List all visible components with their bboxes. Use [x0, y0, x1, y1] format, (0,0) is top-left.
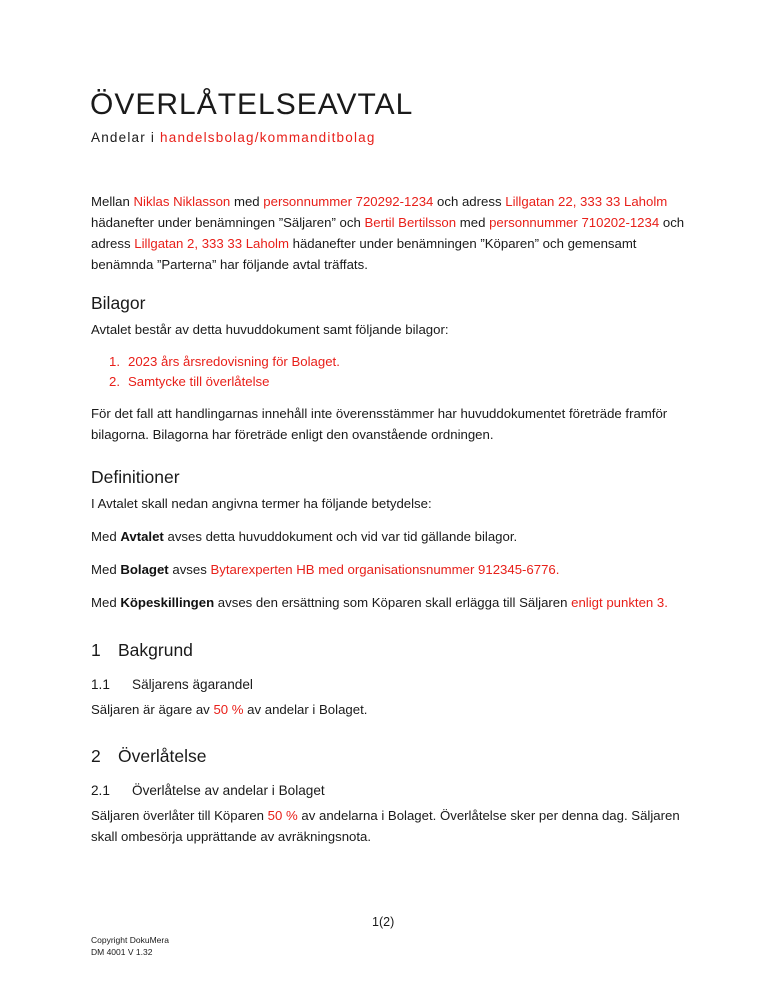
annexes-intro: Avtalet består av detta huvuddokument samt följande bilagor:: [91, 322, 449, 337]
intro-text: hädanefter under benämningen ”Köparen” och gemensamt benämnda ”Parterna” har följande avtal träffats.: [91, 236, 637, 272]
definition-prefix: Med: [91, 562, 117, 577]
section-1-1-heading: [91, 677, 253, 692]
subsection-number: 2.1: [91, 783, 110, 798]
section-number: 2: [91, 746, 101, 766]
annex-text: 2023 års årsredovisning för Bolaget.: [128, 354, 340, 369]
definition-term: Bolaget: [120, 562, 169, 577]
buyer-address: Lillgatan 2, 333 33 Laholm: [134, 236, 289, 251]
seller-personal-number: personnummer 720292-1234: [263, 194, 434, 209]
section-reference: enligt punkten 3.: [571, 595, 668, 610]
annex-list: [109, 352, 340, 392]
definition-prefix: Med: [91, 529, 117, 544]
company-details: Bytarexperten HB med organisationsnummer 912345-6776.: [210, 562, 560, 577]
document-subtitle: [91, 130, 376, 145]
annex-text: Samtycke till överlåtelse: [128, 374, 270, 389]
definitions-heading: Definitioner: [91, 467, 180, 487]
seller-address: Lillgatan 22, 333 33 Laholm: [505, 194, 668, 209]
subtitle-company-type: handelsbolag/kommanditbolag: [160, 130, 376, 145]
section-1-heading: [91, 640, 193, 661]
copyright-text: Copyright DokuMera: [91, 935, 169, 945]
footer-copyright: [91, 934, 169, 958]
intro-text: hädanefter under benämningen ”Säljaren” och: [91, 215, 361, 230]
annex-number: 1.: [109, 354, 120, 369]
definition-text: avses den ersättning som Köparen skall erlägga till Säljaren: [217, 595, 568, 610]
section-number: 1: [91, 640, 101, 660]
definitions-intro: I Avtalet skall nedan angivna termer ha följande betydelse:: [91, 496, 432, 511]
subsection-title: Säljarens ägarandel: [132, 677, 253, 692]
clause-text: av andelar i Bolaget.: [247, 702, 368, 717]
page-number: 1(2): [372, 915, 395, 929]
buyer-name: Bertil Bertilsson: [364, 215, 457, 230]
subsection-title: Överlåtelse av andelar i Bolaget: [132, 783, 325, 798]
intro-text: med: [459, 215, 486, 230]
definition-term: Avtalet: [120, 529, 164, 544]
subtitle-prefix: Andelar i: [91, 130, 156, 145]
intro-text: och adress: [437, 194, 502, 209]
ownership-share: 50 %: [213, 702, 244, 717]
annex-item: [109, 352, 340, 372]
intro-paragraph: [91, 191, 691, 275]
buyer-personal-number: personnummer 710202-1234: [489, 215, 660, 230]
definition-bolaget: [91, 559, 691, 580]
intro-text: med: [233, 194, 260, 209]
seller-name: Niklas Niklasson: [133, 194, 231, 209]
clause-text: Säljaren överlåter till Köparen: [91, 808, 264, 823]
section-title: Överlåtelse: [118, 746, 207, 766]
section-2-1-text: [91, 805, 691, 847]
subsection-number: 1.1: [91, 677, 110, 692]
clause-text: Säljaren är ägare av: [91, 702, 210, 717]
transfer-share: 50 %: [267, 808, 298, 823]
document-title: ÖVERLÅTELSEAVTAL: [90, 88, 414, 121]
definition-prefix: Med: [91, 595, 117, 610]
definition-term: Köpeskillingen: [120, 595, 215, 610]
clause-text: av andelarna i Bolaget. Överlåtelse sker per denna dag. Säljaren skall ombesörja upprättande av avräkningsnota.: [91, 808, 680, 844]
annexes-heading: Bilagor: [91, 293, 146, 313]
annexes-precedence: För det fall att handlingarnas innehåll inte överensstämmer har huvuddokumentet företräde framför bilagorna. Bilagorna har företräde enligt den ovanstående ordningen.: [91, 406, 668, 442]
section-2-heading: [91, 746, 207, 767]
definition-avtalet: [91, 526, 691, 547]
intro-text: Mellan: [91, 194, 130, 209]
section-1-1-text: [91, 699, 691, 720]
annex-number: 2.: [109, 374, 120, 389]
definition-text: avses detta huvuddokument och vid var tid gällande bilagor.: [167, 529, 518, 544]
section-2-1-heading: [91, 783, 325, 798]
document-version: DM 4001 V 1.32: [91, 947, 153, 957]
definition-text: avses: [172, 562, 207, 577]
annex-item: [109, 372, 340, 392]
intro-text: och adress: [91, 215, 685, 251]
definition-kopeskillingen: [91, 592, 691, 613]
section-title: Bakgrund: [118, 640, 193, 660]
